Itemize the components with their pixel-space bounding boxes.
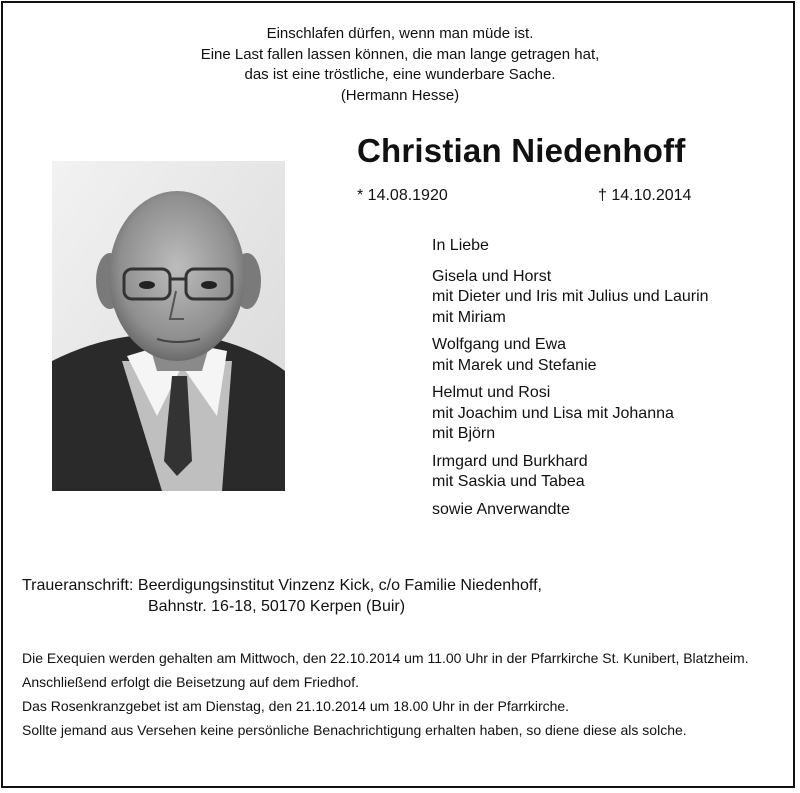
quote-line: Einschlafen dürfen, wenn man müde ist. <box>266 25 534 42</box>
deceased-name: Christian Niedenhoff <box>357 132 686 169</box>
note-paragraph: Die Exequien werden gehalten am Mittwoch, den 22.10.2014 um 11.00 Uhr in der Pfarrkirche St. Kunibert, Blatzheim. <box>22 650 749 666</box>
note-paragraph: Anschließend erfolgt die Beisetzung auf dem Friedhof. <box>22 674 359 690</box>
family-group <box>432 500 709 521</box>
address-line: Traueranschrift: Beerdigungsinstitut Vinzenz Kick, c/o Familie Niedenhoff, <box>22 577 542 594</box>
quote-line: Eine Last fallen lassen können, die man lange getragen hat, <box>200 45 600 63</box>
family-line: mit Dieter und Iris mit Julius und Laurin <box>432 288 709 305</box>
condolence-address <box>22 575 542 617</box>
family-group <box>432 383 709 445</box>
family-line: mit Joachim und Lisa mit Johanna <box>432 404 674 422</box>
address-line: Bahnstr. 16-18, 50170 Kerpen (Buir) <box>148 598 406 615</box>
family-group <box>432 335 709 376</box>
quote-author: (Hermann Hesse) <box>340 86 460 104</box>
family-line: Gisela und Horst <box>432 267 552 285</box>
family-group <box>432 452 709 493</box>
birth-date: * 14.08.1920 <box>357 187 448 204</box>
family-line: sowie Anverwandte <box>432 500 570 518</box>
family-group <box>432 267 709 329</box>
family-line: mit Marek und Stefanie <box>432 356 597 374</box>
family-line: mit Björn <box>432 425 496 442</box>
family-line: mit Saskia und Tabea <box>432 473 585 490</box>
in-love-intro: In Liebe <box>432 237 489 254</box>
hesse-quote <box>0 24 800 106</box>
family-line: Irmgard und Burkhard <box>432 452 588 470</box>
mourners-list <box>432 236 709 527</box>
portrait-photo <box>52 161 285 491</box>
note-paragraph: Das Rosenkranzgebet ist am Dienstag, den 21.10.2014 um 18.00 Uhr in der Pfarrkirche. <box>22 698 570 714</box>
family-line: Wolfgang und Ewa <box>432 336 567 353</box>
note-paragraph: Sollte jemand aus Versehen keine persönliche Benachrichtigung erhalten haben, so diene diese als solche. <box>22 722 687 738</box>
family-line: mit Miriam <box>432 308 506 326</box>
death-date: † 14.10.2014 <box>598 187 692 204</box>
family-line: Helmut und Rosi <box>432 384 551 401</box>
quote-line: das ist eine tröstliche, eine wunderbare Sache. <box>244 66 556 83</box>
service-notes <box>22 649 782 745</box>
